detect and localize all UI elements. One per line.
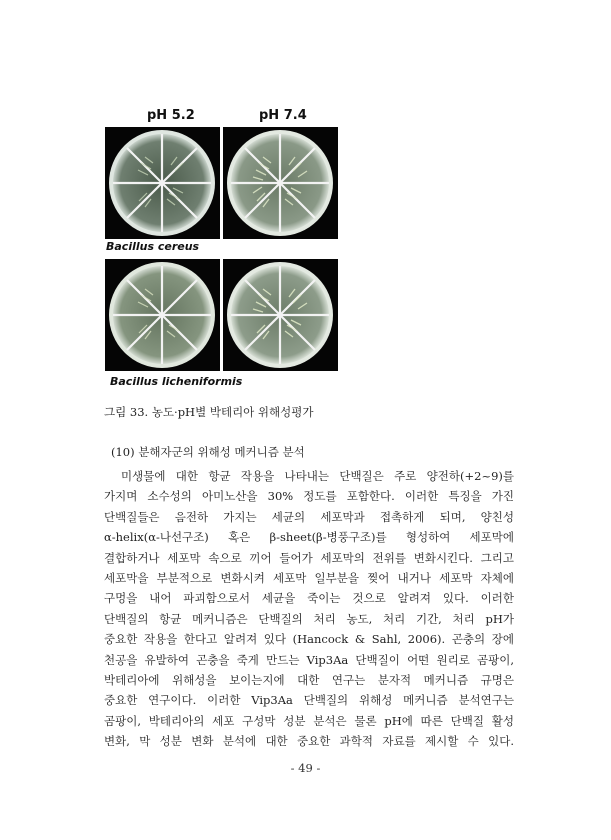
paragraph-line: 가지며 소수성의 아미노산을 30% 정도를 포함한다. 이러한 특징을 가진 (104, 489, 514, 504)
paragraph-line: 중요한 연구이다. 이러한 Vip3Aa 단백질의 위해성 메커니즘 분석연구는 (104, 693, 514, 708)
species-label-cereus: Bacillus cereus (106, 240, 200, 253)
figure-caption: 그림 33. 농도·pH별 박테리아 위해성평가 (104, 405, 314, 419)
paragraph-line: 단백질의 항균 메커니즘은 단백질의 처리 농도, 처리 기간, 처리 pH가 (104, 611, 514, 626)
petri-dish-photo-cereus-ph52 (105, 127, 220, 239)
section-heading: (10) 분해자군의 위해성 메커니즘 분석 (111, 445, 305, 459)
page-number: - 49 - (290, 761, 321, 775)
ph-label-5-2: pH 5.2 (147, 108, 195, 123)
petri-dish-photo-cereus-ph74 (223, 127, 338, 239)
body-paragraph (104, 466, 514, 751)
paragraph-line: 미생물에 대한 항균 작용을 나타내는 단백질은 주로 양전하(+2~9)를 (121, 469, 514, 483)
paragraph-line: 단백질들은 음전하 가지는 세균의 세포막과 접촉하게 되며, 양친성 (104, 509, 514, 524)
ph-label-7-4: pH 7.4 (259, 108, 307, 123)
paragraph-line: 곰팡이, 박테리아의 세포 구성막 성분 분석은 물론 pH에 따른 단백질 활성 (104, 713, 514, 728)
paragraph-line: 구멍을 내어 파괴함으로서 세균을 죽이는 것으로 알려져 있다. 이러한 (104, 591, 514, 606)
petri-dish-photo-licheniformis-ph52 (105, 259, 220, 371)
paragraph-line: 세포막을 부분적으로 변화시켜 세포막 일부분을 찢어 내거나 세포막 자체에 (104, 570, 514, 585)
petri-dish-photo-licheniformis-ph74 (223, 259, 338, 371)
species-label-licheniformis: Bacillus licheniformis (110, 375, 243, 388)
paragraph-line: α-helix(α-나선구조) 혹은 β-sheet(β-병풍구조)를 형성하여 세포막에 (104, 530, 514, 545)
paragraph-line: 천공을 유발하여 곤충을 죽게 만드는 Vip3Aa 단백질이 어떤 원리로 곰팡이, (104, 652, 514, 667)
paragraph-line: 결합하거나 세포막 속으로 끼어 들어가 세포막의 전위를 변화시킨다. 그리고 (104, 550, 514, 565)
paragraph-line: 박테리아에 위해성을 보이는지에 대한 연구는 분자적 메커니즘 규명은 (104, 672, 514, 687)
paragraph-line: 중요한 작용을 한다고 알려져 있다 (Hancock & Sahl, 2006). 곤충의 장에 (104, 632, 514, 647)
paragraph-line: 변화, 막 성분 변화 분석에 대한 중요한 과학적 자료를 제시할 수 있다. (104, 734, 514, 749)
